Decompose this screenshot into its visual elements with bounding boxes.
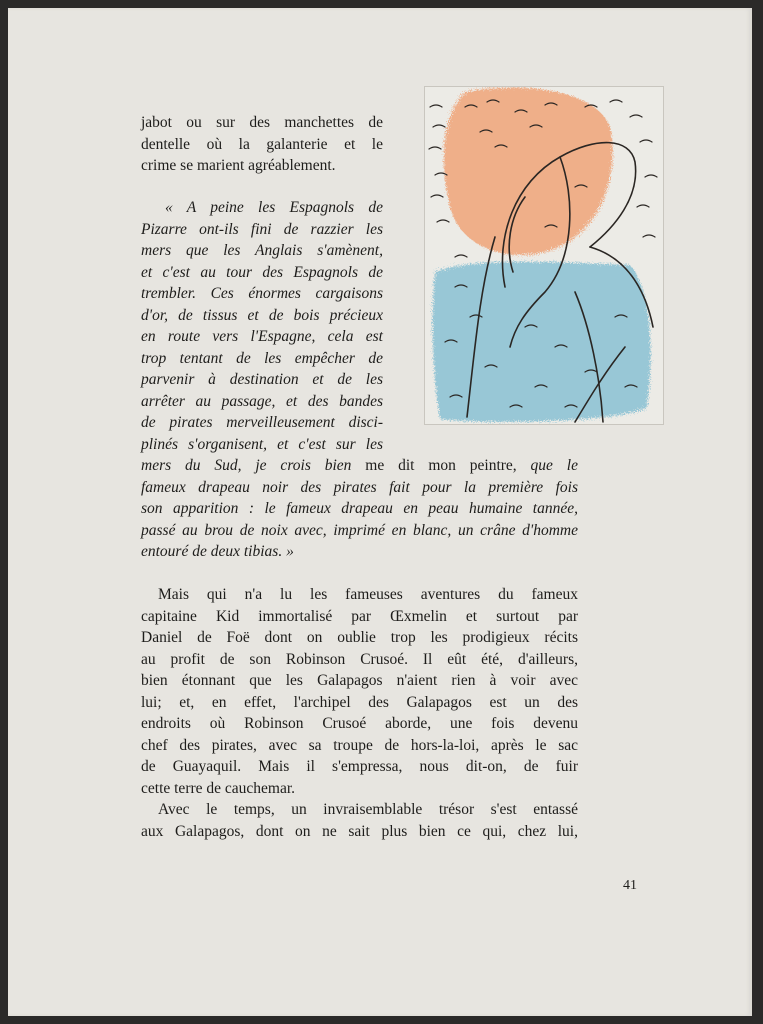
- text-line: d'or, de tissus et de bois précieux: [141, 306, 383, 324]
- text-line: de pirates merveilleusement disci-: [141, 414, 383, 431]
- quote-block: [141, 197, 383, 455]
- text-line: trop tentant de les empêcher de: [141, 349, 383, 367]
- text-line: son apparition : le fameux drapeau en peau humaine tannée,: [141, 500, 578, 517]
- text-line: endroits où Robinson Crusoé aborde, une fois devenu: [141, 715, 578, 732]
- text-line: plinés s'organisent, et c'est sur les: [141, 435, 383, 453]
- text-line: au profit de son Robinson Crusoé. Il eût été, d'ailleurs,: [141, 650, 578, 668]
- orange-wash: [444, 88, 613, 255]
- text-line: dentelle où la galanterie et le: [141, 135, 383, 153]
- text-line: arrêter au passage, et des bandes: [141, 392, 383, 410]
- text-line: Avec le temps, un invraisemblable trésor s'est entassé: [158, 801, 578, 818]
- text-line: aux Galapagos, dont on ne sait plus bien ce qui, chez lui,: [141, 822, 578, 840]
- text-line: parvenir à destination et de les: [141, 371, 383, 388]
- text-line: Mais qui n'a lu les fameuses aventures du fameux: [158, 586, 578, 603]
- text-line: et c'est au tour des Espagnols de: [141, 263, 383, 281]
- etching-illustration: [425, 87, 663, 424]
- paragraph-1: [141, 112, 383, 177]
- page-number: 41: [623, 878, 637, 893]
- book-page: [8, 8, 752, 1016]
- illustration-plate: [424, 86, 664, 425]
- text-line: en route vers l'Espagne, cela est: [141, 328, 383, 345]
- text-line: de Guayaquil. Mais il s'empressa, nous dit-on, de fuir: [141, 758, 578, 775]
- quote-fragment: mers du Sud, je crois bien: [141, 457, 352, 474]
- text-line: Pizarre ont-ils fini de razzier les: [141, 220, 383, 238]
- paragraph-3: [141, 584, 578, 799]
- text-line: bien étonnant que les Galapagos n'aient rien à voir avec: [141, 672, 578, 689]
- text-line: mers que les Anglais s'amènent,: [141, 242, 383, 259]
- text-line: chef des pirates, avec sa troupe de hors-la-loi, après le sac: [141, 736, 578, 754]
- text-line: [141, 455, 578, 477]
- text-line: passé au brou de noix avec, imprimé en blanc, un crâne d'homme: [141, 521, 578, 539]
- narration-fragment: me dit mon peintre,: [351, 457, 531, 474]
- quote-continuation: [141, 455, 578, 563]
- paragraph-4: [141, 799, 578, 842]
- text-line: fameux drapeau noir des pirates fait pour la première fois: [141, 478, 578, 496]
- text-line: capitaine Kid immortalisé par Œxmelin et surtout par: [141, 607, 578, 625]
- text-line: crime se marient agréablement.: [141, 157, 336, 174]
- text-line: jabot ou sur des manchettes de: [141, 114, 383, 131]
- text-line: cette terre de cauchemar.: [141, 779, 296, 797]
- text-line: « A peine les Espagnols de: [165, 199, 383, 216]
- text-line: Daniel de Foë dont on oublie trop les prodigieux récits: [141, 629, 578, 646]
- text-line: lui; et, en effet, l'archipel des Galapagos est un des: [141, 693, 578, 711]
- text-line: trembler. Ces énormes cargaisons: [141, 285, 383, 302]
- text-line: entouré de deux tibias. »: [141, 543, 294, 560]
- quote-fragment: que le: [530, 457, 578, 474]
